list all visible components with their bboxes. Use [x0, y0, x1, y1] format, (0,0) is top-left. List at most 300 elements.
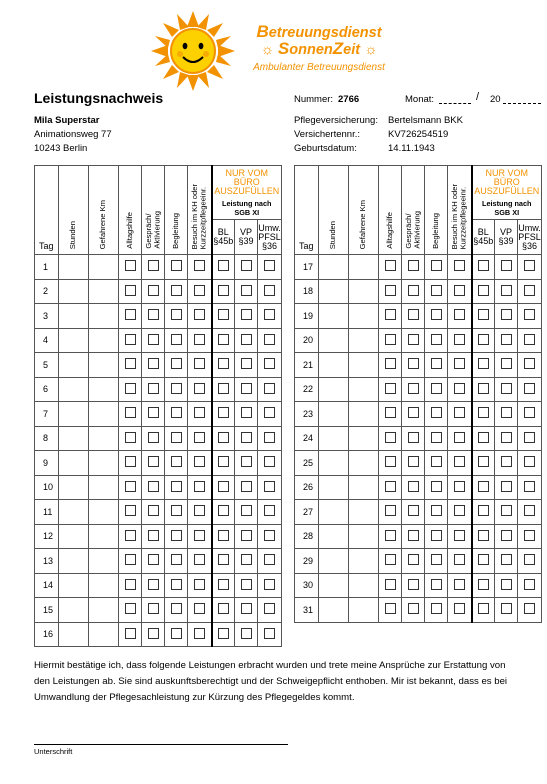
checkbox-icon[interactable] — [478, 579, 489, 590]
checkbox-icon[interactable] — [431, 505, 442, 516]
checkbox-icon[interactable] — [171, 358, 182, 369]
checkbox-icon[interactable] — [171, 260, 182, 271]
checkbox-icon[interactable] — [171, 505, 182, 516]
checkbox-icon[interactable] — [524, 309, 535, 320]
checkbox-icon[interactable] — [454, 309, 465, 320]
stunden-cell[interactable] — [319, 304, 349, 329]
checkbox-icon[interactable] — [454, 530, 465, 541]
checkbox-icon[interactable] — [241, 407, 252, 418]
checkbox-icon[interactable] — [264, 285, 275, 296]
stunden-cell[interactable] — [319, 255, 349, 280]
checkbox-icon[interactable] — [241, 383, 252, 394]
umw-checkbox-cell — [518, 451, 542, 476]
checkbox-icon[interactable] — [218, 628, 229, 639]
checkbox-icon[interactable] — [148, 432, 159, 443]
checkbox-icon[interactable] — [241, 309, 252, 320]
checkbox-icon[interactable] — [478, 603, 489, 614]
checkbox-icon[interactable] — [454, 407, 465, 418]
km-cell[interactable] — [349, 377, 379, 402]
stunden-cell[interactable] — [319, 573, 349, 598]
day-number: 26 — [295, 475, 319, 500]
checkbox-icon[interactable] — [501, 260, 512, 271]
checkbox-icon[interactable] — [385, 407, 396, 418]
checkbox-icon[interactable] — [408, 407, 419, 418]
checkbox-icon[interactable] — [241, 628, 252, 639]
checkbox-icon[interactable] — [125, 628, 136, 639]
checkbox-icon[interactable] — [524, 603, 535, 614]
km-cell[interactable] — [349, 451, 379, 476]
checkbox-icon[interactable] — [501, 603, 512, 614]
stunden-cell[interactable] — [59, 524, 89, 549]
checkbox-icon[interactable] — [264, 603, 275, 614]
checkbox-icon[interactable] — [241, 334, 252, 345]
checkbox-icon[interactable] — [478, 432, 489, 443]
checkbox-icon[interactable] — [431, 481, 442, 492]
alltagshilfe-checkbox-cell — [379, 255, 402, 280]
stunden-cell[interactable] — [59, 328, 89, 353]
checkbox-icon[interactable] — [125, 456, 136, 467]
checkbox-icon[interactable] — [385, 358, 396, 369]
checkbox-icon[interactable] — [194, 285, 205, 296]
checkbox-icon[interactable] — [264, 260, 275, 271]
checkbox-icon[interactable] — [478, 260, 489, 271]
checkbox-icon[interactable] — [264, 334, 275, 345]
checkbox-icon[interactable] — [125, 603, 136, 614]
checkbox-icon[interactable] — [408, 432, 419, 443]
checkbox-icon[interactable] — [454, 505, 465, 516]
checkbox-icon[interactable] — [148, 383, 159, 394]
besuch-checkbox-cell — [448, 475, 472, 500]
stunden-cell[interactable] — [319, 475, 349, 500]
km-cell[interactable] — [89, 279, 119, 304]
checkbox-icon[interactable] — [431, 407, 442, 418]
checkbox-icon[interactable] — [241, 260, 252, 271]
checkbox-icon[interactable] — [454, 432, 465, 443]
checkbox-icon[interactable] — [218, 309, 229, 320]
stunden-cell[interactable] — [319, 598, 349, 623]
stunden-cell[interactable] — [59, 598, 89, 623]
km-cell[interactable] — [89, 622, 119, 647]
checkbox-icon[interactable] — [408, 383, 419, 394]
checkbox-icon[interactable] — [264, 554, 275, 565]
checkbox-icon[interactable] — [524, 432, 535, 443]
checkbox-icon[interactable] — [385, 260, 396, 271]
checkbox-icon[interactable] — [125, 530, 136, 541]
checkbox-icon[interactable] — [524, 358, 535, 369]
checkbox-icon[interactable] — [478, 358, 489, 369]
km-cell[interactable] — [349, 598, 379, 623]
km-cell[interactable] — [349, 255, 379, 280]
signature-label: Unterschrift — [34, 747, 73, 756]
vp-checkbox-cell — [235, 279, 258, 304]
km-cell[interactable] — [349, 353, 379, 378]
checkbox-icon[interactable] — [218, 603, 229, 614]
checkbox-icon[interactable] — [385, 309, 396, 320]
checkbox-icon[interactable] — [501, 358, 512, 369]
checkbox-icon[interactable] — [454, 383, 465, 394]
checkbox-icon[interactable] — [218, 579, 229, 590]
checkbox-icon[interactable] — [431, 309, 442, 320]
checkbox-icon[interactable] — [125, 579, 136, 590]
km-cell[interactable] — [89, 353, 119, 378]
checkbox-icon[interactable] — [194, 309, 205, 320]
stunden-cell[interactable] — [59, 426, 89, 451]
stunden-cell[interactable] — [59, 622, 89, 647]
checkbox-icon[interactable] — [501, 407, 512, 418]
checkbox-icon[interactable] — [454, 603, 465, 614]
checkbox-icon[interactable] — [171, 554, 182, 565]
monat-month-field[interactable] — [439, 103, 471, 104]
checkbox-icon[interactable] — [478, 530, 489, 541]
day-row — [295, 377, 542, 402]
checkbox-icon[interactable] — [218, 481, 229, 492]
checkbox-icon[interactable] — [385, 481, 396, 492]
km-cell[interactable] — [89, 573, 119, 598]
checkbox-icon[interactable] — [408, 530, 419, 541]
checkbox-icon[interactable] — [478, 285, 489, 296]
stunden-cell[interactable] — [59, 353, 89, 378]
checkbox-icon[interactable] — [478, 383, 489, 394]
km-cell[interactable] — [349, 426, 379, 451]
checkbox-icon[interactable] — [478, 407, 489, 418]
checkbox-icon[interactable] — [194, 334, 205, 345]
bl-checkbox-cell — [472, 426, 495, 451]
checkbox-icon[interactable] — [385, 334, 396, 345]
checkbox-icon[interactable] — [148, 309, 159, 320]
checkbox-icon[interactable] — [524, 285, 535, 296]
km-cell[interactable] — [89, 426, 119, 451]
checkbox-icon[interactable] — [171, 579, 182, 590]
stunden-cell[interactable] — [59, 402, 89, 427]
checkbox-icon[interactable] — [385, 505, 396, 516]
checkbox-icon[interactable] — [431, 358, 442, 369]
checkbox-icon[interactable] — [454, 358, 465, 369]
checkbox-icon[interactable] — [125, 505, 136, 516]
km-cell[interactable] — [89, 377, 119, 402]
checkbox-icon[interactable] — [125, 432, 136, 443]
checkbox-icon[interactable] — [148, 407, 159, 418]
checkbox-icon[interactable] — [194, 383, 205, 394]
checkbox-icon[interactable] — [501, 432, 512, 443]
checkbox-icon[interactable] — [264, 628, 275, 639]
checkbox-icon[interactable] — [501, 383, 512, 394]
checkbox-icon[interactable] — [171, 628, 182, 639]
stunden-cell[interactable] — [59, 573, 89, 598]
checkbox-icon[interactable] — [501, 505, 512, 516]
checkbox-icon[interactable] — [241, 554, 252, 565]
checkbox-icon[interactable] — [241, 579, 252, 590]
km-cell[interactable] — [89, 304, 119, 329]
checkbox-icon[interactable] — [171, 334, 182, 345]
checkbox-icon[interactable] — [148, 260, 159, 271]
checkbox-icon[interactable] — [194, 505, 205, 516]
checkbox-icon[interactable] — [385, 530, 396, 541]
checkbox-icon[interactable] — [501, 579, 512, 590]
stunden-cell[interactable] — [319, 402, 349, 427]
checkbox-icon[interactable] — [524, 505, 535, 516]
km-cell[interactable] — [349, 549, 379, 574]
checkbox-icon[interactable] — [501, 285, 512, 296]
checkbox-icon[interactable] — [454, 260, 465, 271]
stunden-cell[interactable] — [319, 451, 349, 476]
checkbox-icon[interactable] — [171, 407, 182, 418]
day-number: 16 — [35, 622, 59, 647]
checkbox-icon[interactable] — [408, 456, 419, 467]
checkbox-icon[interactable] — [478, 505, 489, 516]
begleitung-checkbox-cell — [165, 598, 188, 623]
stunden-cell[interactable] — [59, 475, 89, 500]
checkbox-icon[interactable] — [524, 334, 535, 345]
checkbox-icon[interactable] — [431, 260, 442, 271]
checkbox-icon[interactable] — [148, 603, 159, 614]
checkbox-icon[interactable] — [478, 481, 489, 492]
checkbox-icon[interactable] — [194, 603, 205, 614]
stunden-cell[interactable] — [319, 353, 349, 378]
checkbox-icon[interactable] — [431, 603, 442, 614]
checkbox-icon[interactable] — [194, 628, 205, 639]
checkbox-icon[interactable] — [408, 505, 419, 516]
checkbox-icon[interactable] — [148, 554, 159, 565]
checkbox-icon[interactable] — [148, 530, 159, 541]
checkbox-icon[interactable] — [171, 309, 182, 320]
km-cell[interactable] — [89, 500, 119, 525]
stunden-cell[interactable] — [319, 377, 349, 402]
checkbox-icon[interactable] — [194, 481, 205, 492]
checkbox-icon[interactable] — [194, 407, 205, 418]
km-cell[interactable] — [349, 573, 379, 598]
checkbox-icon[interactable] — [431, 456, 442, 467]
checkbox-icon[interactable] — [241, 530, 252, 541]
gespraech-checkbox-cell — [142, 500, 165, 525]
stunden-cell[interactable] — [319, 426, 349, 451]
stunden-cell[interactable] — [319, 500, 349, 525]
checkbox-icon[interactable] — [241, 358, 252, 369]
checkbox-icon[interactable] — [218, 358, 229, 369]
km-cell[interactable] — [349, 328, 379, 353]
km-cell[interactable] — [349, 279, 379, 304]
checkbox-icon[interactable] — [501, 309, 512, 320]
checkbox-icon[interactable] — [478, 334, 489, 345]
checkbox-icon[interactable] — [264, 530, 275, 541]
checkbox-icon[interactable] — [218, 260, 229, 271]
checkbox-icon[interactable] — [125, 481, 136, 492]
checkbox-icon[interactable] — [385, 285, 396, 296]
stunden-cell[interactable] — [59, 451, 89, 476]
checkbox-icon[interactable] — [431, 334, 442, 345]
checkbox-icon[interactable] — [171, 603, 182, 614]
checkbox-icon[interactable] — [264, 407, 275, 418]
checkbox-icon[interactable] — [148, 505, 159, 516]
checkbox-icon[interactable] — [454, 554, 465, 565]
checkbox-icon[interactable] — [408, 334, 419, 345]
checkbox-icon[interactable] — [408, 603, 419, 614]
checkbox-icon[interactable] — [125, 334, 136, 345]
checkbox-icon[interactable] — [148, 481, 159, 492]
km-cell[interactable] — [89, 255, 119, 280]
checkbox-icon[interactable] — [241, 481, 252, 492]
checkbox-icon[interactable] — [218, 554, 229, 565]
checkbox-icon[interactable] — [264, 456, 275, 467]
checkbox-icon[interactable] — [194, 554, 205, 565]
checkbox-icon[interactable] — [171, 285, 182, 296]
checkbox-icon[interactable] — [431, 554, 442, 565]
km-cell[interactable] — [349, 524, 379, 549]
checkbox-icon[interactable] — [524, 481, 535, 492]
signature-line[interactable] — [34, 744, 288, 745]
checkbox-icon[interactable] — [194, 530, 205, 541]
day-row — [295, 524, 542, 549]
checkbox-icon[interactable] — [431, 432, 442, 443]
stunden-cell[interactable] — [59, 279, 89, 304]
checkbox-icon[interactable] — [194, 358, 205, 369]
checkbox-icon[interactable] — [264, 309, 275, 320]
checkbox-icon[interactable] — [218, 334, 229, 345]
checkbox-icon[interactable] — [454, 456, 465, 467]
checkbox-icon[interactable] — [264, 383, 275, 394]
stunden-cell[interactable] — [59, 255, 89, 280]
stunden-cell[interactable] — [319, 549, 349, 574]
km-cell[interactable] — [349, 402, 379, 427]
checkbox-icon[interactable] — [524, 579, 535, 590]
checkbox-icon[interactable] — [524, 456, 535, 467]
checkbox-icon[interactable] — [125, 358, 136, 369]
checkbox-icon[interactable] — [454, 285, 465, 296]
checkbox-icon[interactable] — [171, 432, 182, 443]
checkbox-icon[interactable] — [241, 285, 252, 296]
checkbox-icon[interactable] — [264, 358, 275, 369]
checkbox-icon[interactable] — [385, 456, 396, 467]
checkbox-icon[interactable] — [148, 579, 159, 590]
checkbox-icon[interactable] — [501, 530, 512, 541]
checkbox-icon[interactable] — [218, 407, 229, 418]
checkbox-icon[interactable] — [501, 481, 512, 492]
checkbox-icon[interactable] — [148, 334, 159, 345]
checkbox-icon[interactable] — [454, 579, 465, 590]
stunden-cell[interactable] — [59, 549, 89, 574]
checkbox-icon[interactable] — [241, 456, 252, 467]
checkbox-icon[interactable] — [194, 260, 205, 271]
checkbox-icon[interactable] — [125, 383, 136, 394]
checkbox-icon[interactable] — [264, 579, 275, 590]
checkbox-icon[interactable] — [125, 407, 136, 418]
checkbox-icon[interactable] — [524, 554, 535, 565]
stunden-cell[interactable] — [59, 304, 89, 329]
stunden-cell[interactable] — [59, 500, 89, 525]
checkbox-icon[interactable] — [431, 579, 442, 590]
checkbox-icon[interactable] — [218, 432, 229, 443]
begleitung-checkbox-cell — [165, 573, 188, 598]
checkbox-icon[interactable] — [218, 456, 229, 467]
checkbox-icon[interactable] — [148, 285, 159, 296]
km-cell[interactable] — [89, 524, 119, 549]
monat-year-field[interactable] — [503, 103, 541, 104]
checkbox-icon[interactable] — [171, 456, 182, 467]
checkbox-icon[interactable] — [408, 309, 419, 320]
checkbox-icon[interactable] — [385, 554, 396, 565]
gespraech-checkbox-cell — [402, 353, 425, 378]
checkbox-icon[interactable] — [431, 383, 442, 394]
checkbox-icon[interactable] — [125, 309, 136, 320]
checkbox-icon[interactable] — [218, 285, 229, 296]
checkbox-icon[interactable] — [218, 530, 229, 541]
checkbox-icon[interactable] — [431, 285, 442, 296]
checkbox-icon[interactable] — [264, 432, 275, 443]
checkbox-icon[interactable] — [408, 554, 419, 565]
day-row — [295, 549, 542, 574]
checkbox-icon[interactable] — [385, 383, 396, 394]
header-alltagshilfe: Alltagshilfe — [119, 166, 142, 255]
checkbox-icon[interactable] — [385, 432, 396, 443]
checkbox-icon[interactable] — [501, 334, 512, 345]
checkbox-icon[interactable] — [478, 456, 489, 467]
checkbox-icon[interactable] — [125, 554, 136, 565]
km-cell[interactable] — [89, 328, 119, 353]
checkbox-icon[interactable] — [524, 407, 535, 418]
km-cell[interactable] — [349, 500, 379, 525]
km-cell[interactable] — [89, 402, 119, 427]
checkbox-icon[interactable] — [264, 505, 275, 516]
checkbox-icon[interactable] — [524, 383, 535, 394]
checkbox-icon[interactable] — [194, 579, 205, 590]
km-cell[interactable] — [89, 549, 119, 574]
checkbox-icon[interactable] — [454, 481, 465, 492]
checkbox-icon[interactable] — [408, 285, 419, 296]
checkbox-icon[interactable] — [171, 383, 182, 394]
vp-checkbox-cell — [495, 255, 518, 280]
checkbox-icon[interactable] — [125, 285, 136, 296]
km-cell[interactable] — [349, 475, 379, 500]
checkbox-icon[interactable] — [501, 554, 512, 565]
stunden-cell[interactable] — [59, 377, 89, 402]
checkbox-icon[interactable] — [524, 260, 535, 271]
begleitung-checkbox-cell — [165, 279, 188, 304]
checkbox-icon[interactable] — [408, 260, 419, 271]
stunden-cell[interactable] — [319, 328, 349, 353]
checkbox-icon[interactable] — [148, 628, 159, 639]
checkbox-icon[interactable] — [194, 432, 205, 443]
checkbox-icon[interactable] — [241, 603, 252, 614]
checkbox-icon[interactable] — [478, 554, 489, 565]
checkbox-icon[interactable] — [218, 505, 229, 516]
km-cell[interactable] — [89, 598, 119, 623]
checkbox-icon[interactable] — [264, 481, 275, 492]
stunden-cell[interactable] — [319, 279, 349, 304]
checkbox-icon[interactable] — [501, 456, 512, 467]
checkbox-icon[interactable] — [431, 530, 442, 541]
km-cell[interactable] — [89, 475, 119, 500]
checkbox-icon[interactable] — [171, 481, 182, 492]
checkbox-icon[interactable] — [524, 530, 535, 541]
checkbox-icon[interactable] — [385, 579, 396, 590]
checkbox-icon[interactable] — [408, 481, 419, 492]
checkbox-icon[interactable] — [125, 260, 136, 271]
km-cell[interactable] — [349, 304, 379, 329]
checkbox-icon[interactable] — [408, 358, 419, 369]
checkbox-icon[interactable] — [385, 603, 396, 614]
checkbox-icon[interactable] — [408, 579, 419, 590]
checkbox-icon[interactable] — [478, 309, 489, 320]
checkbox-icon[interactable] — [194, 456, 205, 467]
checkbox-icon[interactable] — [241, 432, 252, 443]
checkbox-icon[interactable] — [171, 530, 182, 541]
checkbox-icon[interactable] — [241, 505, 252, 516]
checkbox-icon[interactable] — [148, 456, 159, 467]
stunden-cell[interactable] — [319, 524, 349, 549]
checkbox-icon[interactable] — [454, 334, 465, 345]
checkbox-icon[interactable] — [218, 383, 229, 394]
checkbox-icon[interactable] — [148, 358, 159, 369]
km-cell[interactable] — [89, 451, 119, 476]
